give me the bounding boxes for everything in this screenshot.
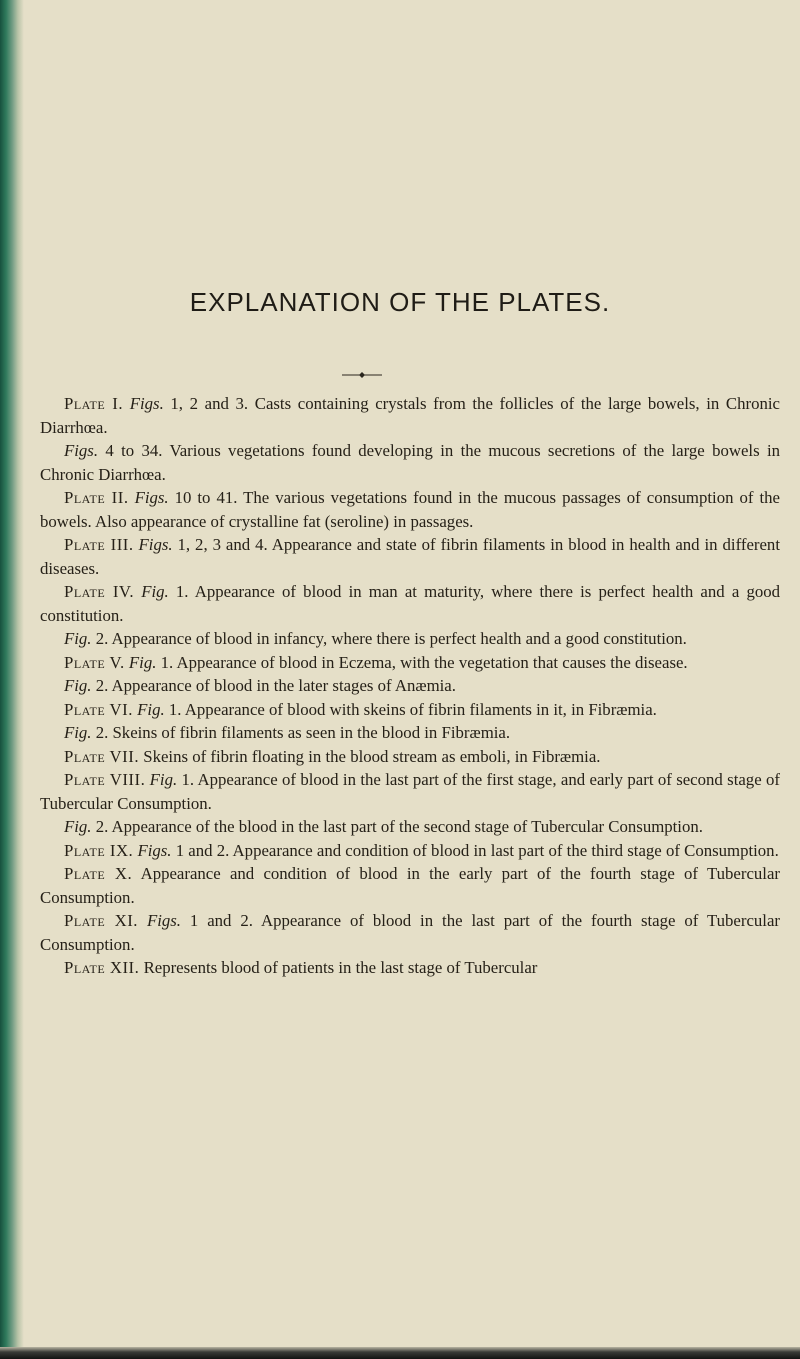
plate-entry (40, 839, 780, 863)
figure-label: Figs. (137, 840, 172, 860)
plate-description: 2. Skeins of fibrin filaments as seen in the blood in Fibræmia. (91, 723, 511, 742)
plate-description: 1. Appearance of blood with skeins of fibrin filaments in it, in Fibræmia. (164, 699, 657, 719)
plate-description: 1 and 2. Appearance and condition of blood in last part of the third stage of Consumption. (171, 840, 779, 860)
plate-entry (40, 745, 780, 769)
plate-entry (40, 698, 780, 722)
plate-description: 2. Appearance of blood in the later stages of Anæmia. (91, 676, 456, 695)
plate-description: Appearance and condition of blood in the early part of the fourth stage of Tubercular Consumption. (40, 864, 780, 907)
plate-label: Plate IX. (64, 840, 134, 860)
figure-label: Fig. (64, 676, 92, 695)
plate-label: Plate I. (64, 394, 124, 413)
figure-label: Fig. (128, 652, 157, 672)
plate-entry (40, 674, 780, 698)
plate-description: 2. Appearance of the blood in the last part of the second stage of Tubercular Consumption. (91, 817, 703, 836)
plate-label: Plate VIII. (64, 770, 146, 789)
plate-entry (40, 439, 780, 486)
plate-entry (40, 815, 780, 839)
plate-label: Plate VII. (64, 746, 140, 766)
plate-entry (40, 721, 780, 745)
plate-description: 4 to 34. Various vegetations found developing in the mucous secretions of the large bowels in Chronic Diarrhœa. (40, 441, 780, 484)
plate-description: 10 to 41. The various vegetations found in the mucous passages of consumption of the bowels. Also appearance of crystalline fat (seroline) in passages. (40, 488, 780, 531)
plate-entry (40, 392, 780, 439)
figure-label: Fig. (64, 723, 92, 742)
plate-label: Plate IV. (64, 582, 135, 601)
figure-label: Figs. (134, 488, 169, 507)
figure-label: Figs. (129, 394, 164, 413)
plate-label: Plate III. (64, 535, 134, 554)
plate-entry (40, 533, 780, 580)
plate-label: Plate XI. (64, 911, 138, 930)
plate-entry (40, 956, 780, 980)
plate-entry (40, 768, 780, 815)
figure-label: Fig. (137, 699, 165, 719)
plate-description: 1 and 2. Appearance of blood in the last part of the fourth stage of Tubercular Consumption. (40, 911, 781, 954)
plate-label: Plate VI. (64, 699, 133, 719)
plate-description: 1, 2 and 3. Casts containing crystals from the follicles of the large bowels, in Chronic Diarrhœa. (40, 394, 780, 437)
figure-label: Fig. (141, 582, 169, 601)
plate-description: Skeins of fibrin floating in the blood stream as emboli, in Fibræmia. (143, 746, 601, 766)
figure-label: Figs. (64, 441, 99, 460)
plate-description: 1. Appearance of blood in man at maturity, where there is perfect health and a good constitution. (40, 582, 781, 625)
plate-label: Plate X. (64, 864, 133, 883)
plate-description: 1, 2, 3 and 4. Appearance and state of fibrin filaments in blood in health and in different diseases. (40, 535, 780, 578)
plate-description: 1. Appearance of blood in Eczema, with the vegetation that causes the disease. (156, 652, 688, 672)
plate-description: 1. Appearance of blood in the last part of the first stage, and early part of second stage of Tubercular Consumption. (40, 770, 780, 813)
plate-entry (40, 580, 780, 627)
plate-label: Plate XII. (64, 958, 140, 977)
plate-entry (40, 651, 780, 675)
plates-list (40, 392, 780, 980)
figure-label: Fig. (64, 817, 92, 836)
page-title: EXPLANATION OF THE PLATES. (189, 287, 611, 317)
ornamental-rule (342, 369, 382, 381)
figure-label: Fig. (149, 770, 178, 789)
plate-description: Represents blood of patients in the last stage of Tubercular (143, 958, 538, 977)
plate-label: Plate II. (64, 488, 129, 507)
plate-entry (40, 909, 780, 956)
plate-entry (40, 862, 780, 909)
plate-entry (40, 486, 780, 533)
figure-label: Figs. (146, 911, 181, 930)
plate-label: Plate V. (64, 652, 125, 672)
plate-entry (40, 627, 780, 651)
figure-label: Figs. (138, 535, 173, 554)
plate-description: 2. Appearance of blood in infancy, where there is perfect health and a good constitution. (91, 629, 687, 648)
figure-label: Fig. (64, 629, 92, 648)
page-bottom-edge (0, 1347, 800, 1359)
page-edge-binding (0, 0, 24, 1359)
